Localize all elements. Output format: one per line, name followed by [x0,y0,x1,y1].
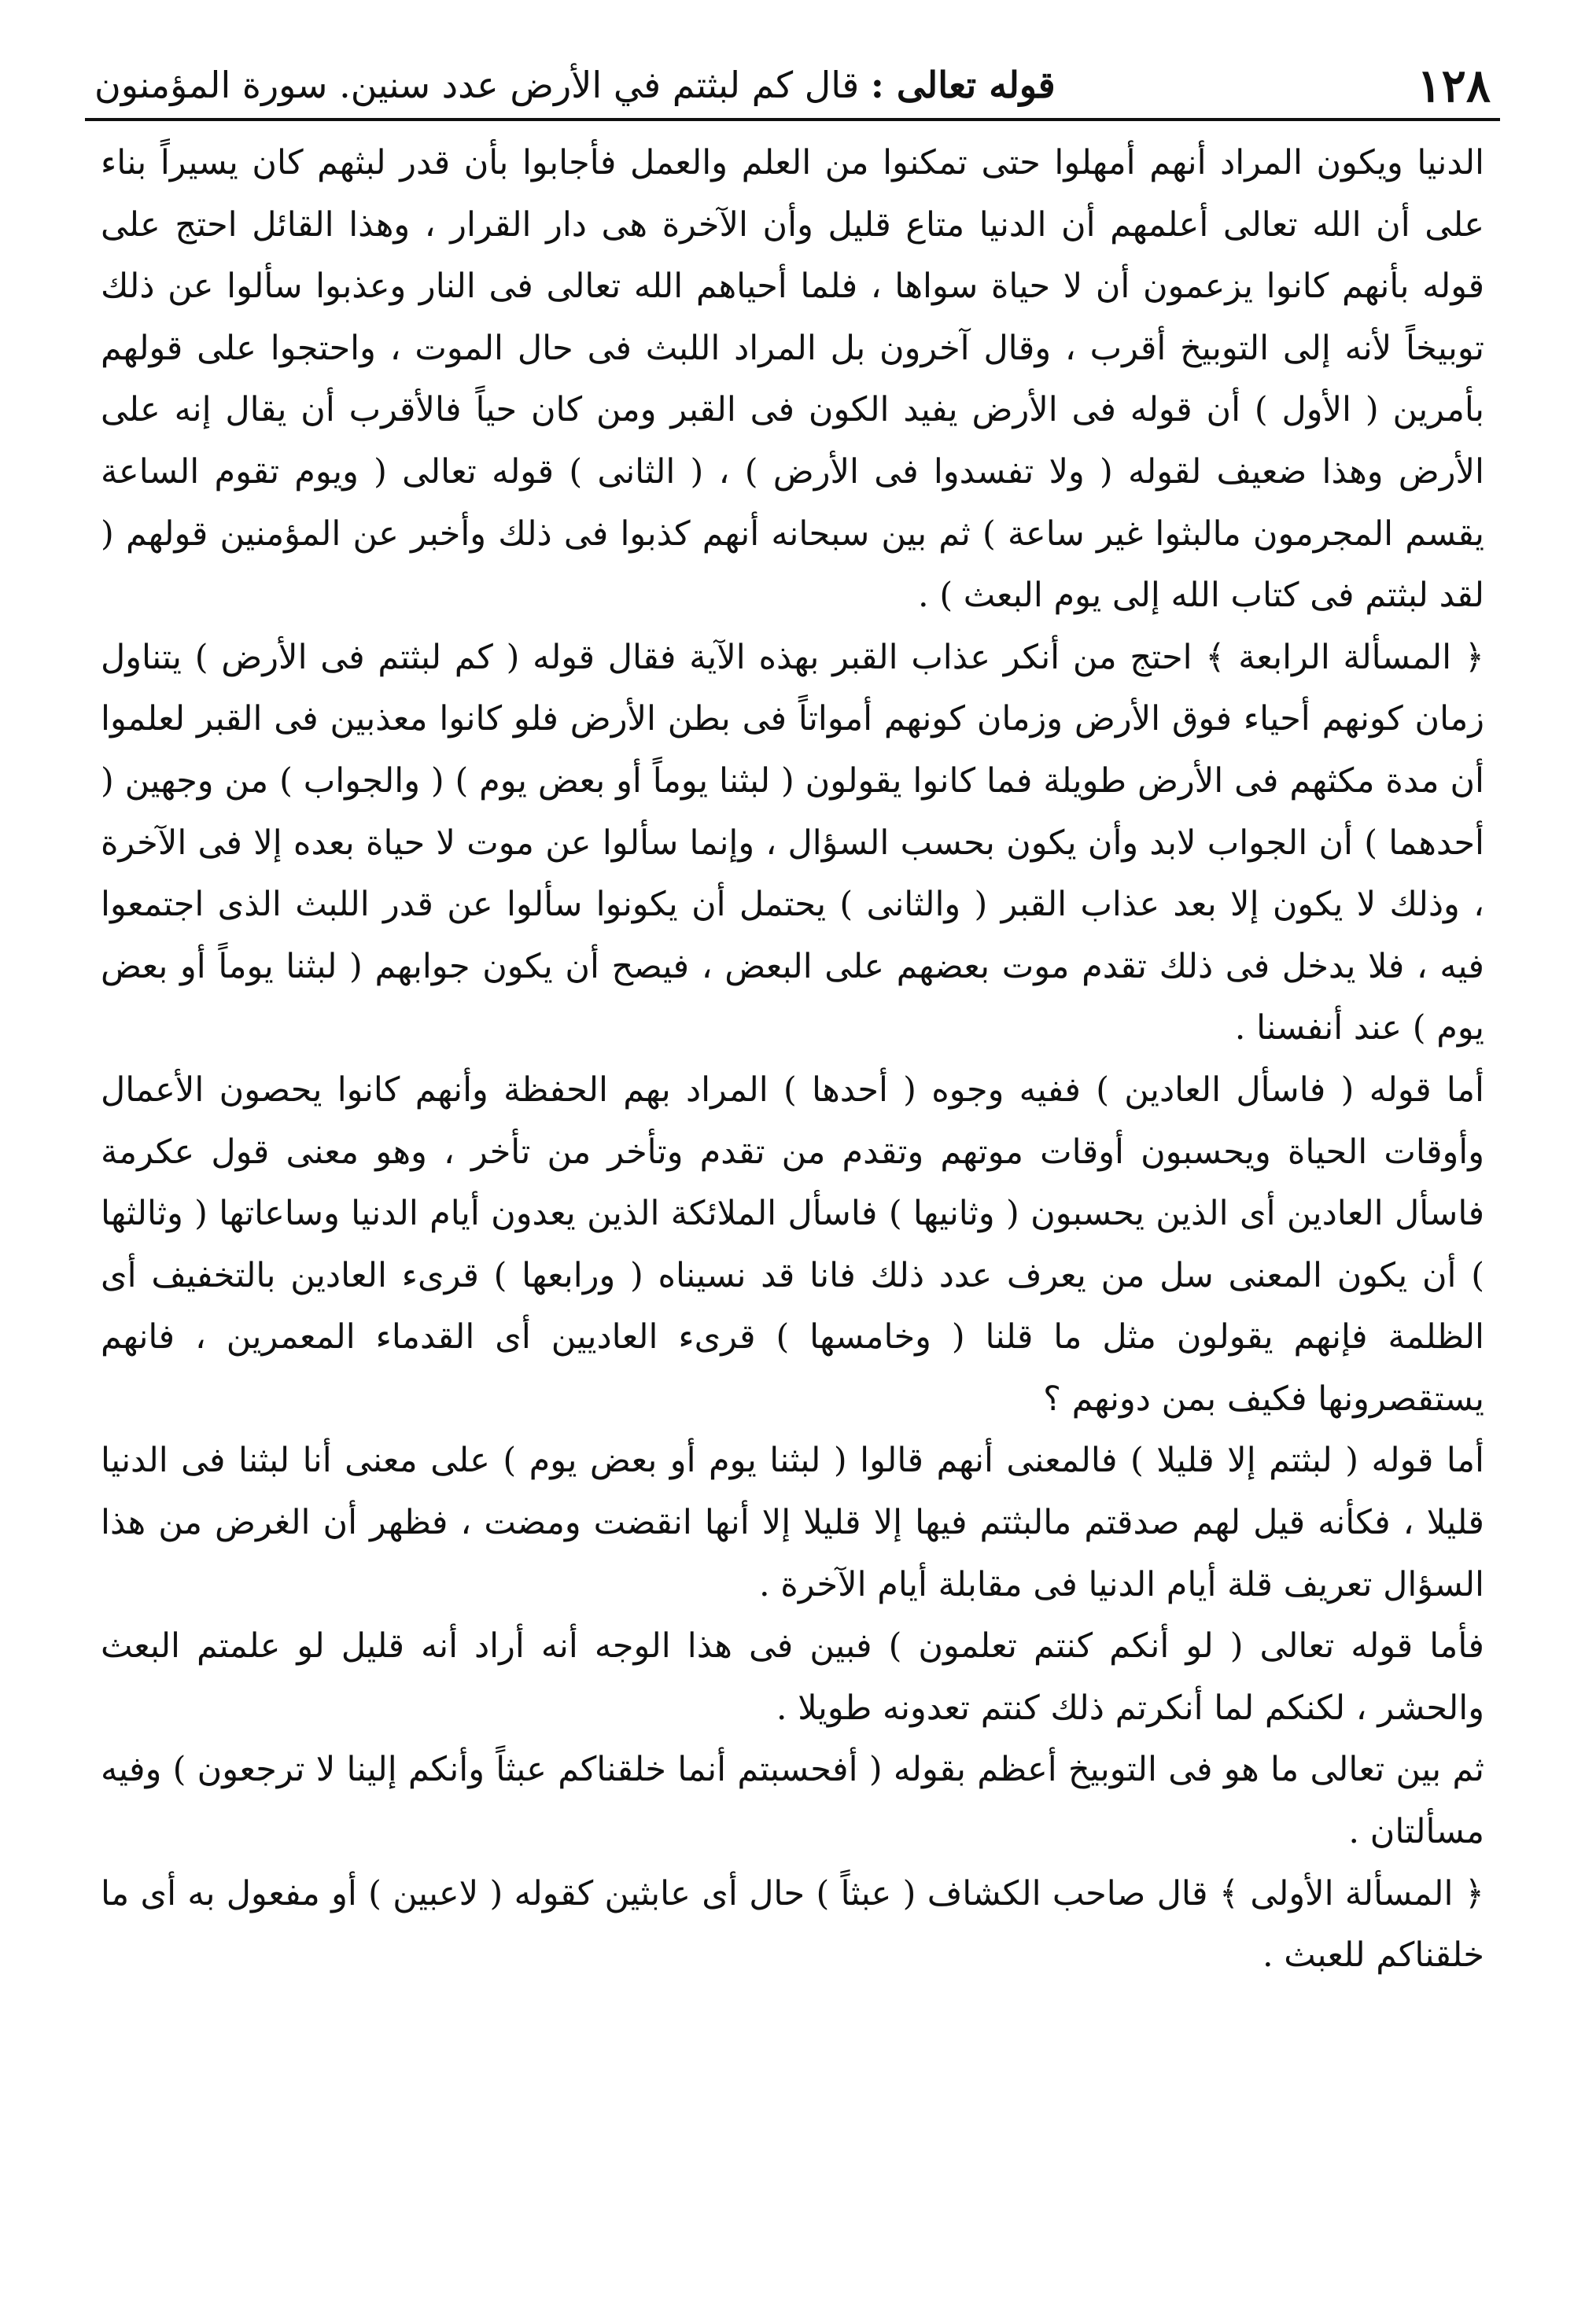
paragraph-1: الدنيا ويكون المراد أنهم أمهلوا حتى تمكنوا من العلم والعمل فأجابوا بأن قدر لبثهم كان يسيراً بناء على أن الله تعالى أعلمهم أن الدنيا متاع قليل وأن الآخرة هى دار القرار ، وهذا القائل احتج على قوله بأنهم كانوا يزعمون أن لا حياة سواها ، فلما أحياهم الله تعالى فى النار وعذبوا سألوا عن ذلك توبيخاً لأنه إلى التوبيخ أقرب ، وقال آخرون بل المراد اللبث فى حال الموت ، واحتجوا على قولهم بأمرين ( الأول ) أن قوله فى الأرض يفيد الكون فى القبر ومن كان حياً فالأقرب أن يقال إنه على الأرض وهذا ضعيف لقوله ( ولا تفسدوا فى الأرض ) ، ( الثانى ) قوله تعالى ( ويوم تقوم الساعة يقسم المجرمون مالبثوا غير ساعة ) ثم بين سبحانه أنهم كذبوا فى ذلك وأخبر عن المؤمنين قولهم ( لقد لبثتم فى كتاب الله إلى يوم البعث ) . [101,143,1485,616]
header-rule [85,118,1500,121]
paragraph-4: أما قوله ( لبثتم إلا قليلا ) فالمعنى أنهم قالوا ( لبثنا يوم أو بعض يوم ) على معنى أنا لبثنا فى الدنيا قليلا ، فكأنه قيل لهم صدقتم مالبثتم فيها إلا قليلا إلا أنها انقضت ومضت ، فظهر أن الغرض من هذا السؤال تعريف قلة أيام الدنيا فى مقابلة أيام الآخرة . [101,1441,1484,1604]
page-header [94,28,1491,115]
paragraph-5: فأما قوله تعالى ( لو أنكم كنتم تعلمون ) فبين فى هذا الوجه أنه أراد أنه قليل لو علمتم البعث والحشر ، لكنكم لما أنكرتم ذلك كنتم تعدونه طويلا . [101,1626,1484,1728]
page-number: ١٢٨ [1417,59,1491,112]
paragraph-6: ثم بين تعالى ما هو فى التوبيخ أعظم بقوله ( أفحسبتم أنما خلقناكم عبثاً وأنكم إلينا لا ترجعون ) وفيه مسألتان . [101,1750,1484,1852]
running-head [94,64,1056,115]
paragraph-2: ﴿ المسألة الرابعة ﴾ احتج من أنكر عذاب القبر بهذه الآية فقال قوله ( كم لبثتم فى الأرض ) يتناول زمان كونهم أحياء فوق الأرض وزمان كونهم أمواتاً فى بطن الأرض فلو كانوا معذبين فى القبر لعلموا أن مدة مكثهم فى الأرض طويلة فما كانوا يقولون ( لبثنا يوماً أو بعض يوم ) ( والجواب ) من وجهين ( أحدهما ) أن الجواب لابد وأن يكون بحسب السؤال ، وإنما سألوا عن موت لا حياة بعده إلا فى الآخرة ، وذلك لا يكون إلا بعد عذاب القبر ( والثانى ) يحتمل أن يكونوا سألوا عن قدر اللبث الذى اجتمعوا فيه ، فلا يدخل فى ذلك تقدم موت بعضهم على البعض ، فيصح أن يكون جوابهم ( لبثنا يوماً أو بعض يوم ) عند أنفسنا . [101,637,1484,1048]
running-head-lead: قوله تعالى : [870,63,1056,106]
paragraph-3: أما قوله ( فاسأل العادين ) ففيه وجوه ( أحدها ) المراد بهم الحفظة وأنهم كانوا يحصون الأعمال وأوقات الحياة ويحسبون أوقات موتهم وتقدم من تقدم وتأخر من تأخر ، وهو معنى قول عكرمة فاسأل العادين أى الذين يحسبون ( وثانيها ) فاسأل الملائكة الذين يعدون أيام الدنيا وساعاتها ( وثالثها ) أن يكون المعنى سل من يعرف عدد ذلك فانا قد نسيناه ( ورابعها ) قرىء العادين بالتخفيف أى الظلمة فإنهم يقولون مثل ما قلنا ( وخامسها ) قرىء العاديين أى القدماء المعمرين ، فانهم يستقصرونها فكيف بمن دونهم ؟ [101,1070,1484,1419]
running-head-rest: قال كم لبثتم في الأرض عدد سنين. سورة المؤمنون [94,63,871,106]
body-text [101,132,1484,1987]
paragraph-7: ﴿ المسألة الأولى ﴾ قال صاحب الكشاف ( عبثاً ) حال أى عابثين كقوله ( لاعبين ) أو مفعول به أى ما خلقناكم للعبث . [101,1873,1484,1976]
